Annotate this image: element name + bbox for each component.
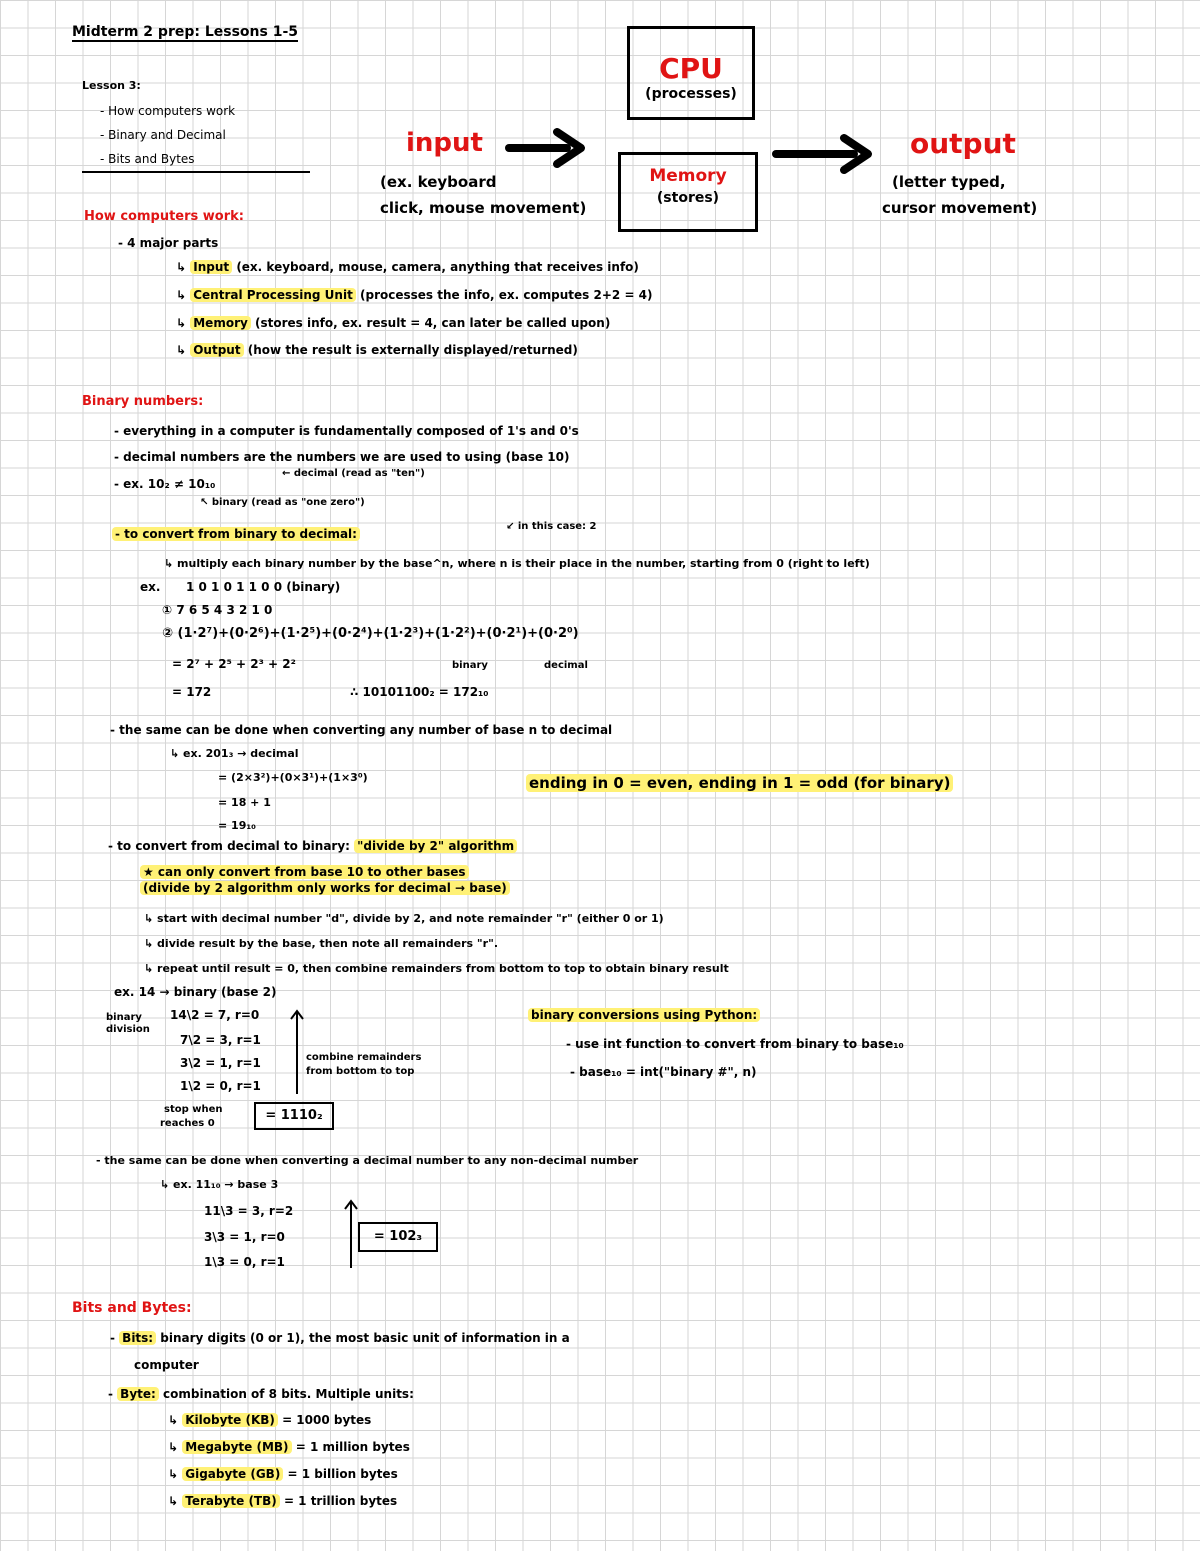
list-item: - everything in a computer is fundamentally composed of 1's and 0's [114,424,579,438]
highlight-term: Central Processing Unit [190,288,356,302]
annotation: ← decimal (read as "ten") [282,468,425,479]
list-item: - Byte: combination of 8 bits. Multiple units: [108,1387,414,1401]
list-item: ↳ Kilobyte (KB) = 1000 bytes [168,1413,372,1427]
highlight-term: ★ can only convert from base 10 to other bases [140,865,469,879]
list-item: ↳ Memory (stores info, ex. result = 4, can later be called upon) [176,316,611,330]
example-value: ② (1·2⁷)+(0·2⁶)+(1·2⁵)+(0·2⁴)+(1·2³)+(1·2²)+(0·2¹)+(0·2⁰) [162,626,579,641]
list-item-text: combination of 8 bits. Multiple units: [163,1387,414,1401]
highlight-term: Input [190,260,232,274]
annotation: division [106,1024,150,1035]
division-row: 7\2 = 3, r=1 [180,1033,261,1047]
annotation: ↖ binary (read as "one zero") [200,497,365,508]
section-heading: Binary numbers: [82,394,204,409]
list-item: - the same can be done when converting any number of base n to decimal [110,723,613,737]
memory-desc: (stores) [656,190,720,206]
annotation: binary [106,1012,142,1023]
list-item: ↳ Gigabyte (GB) = 1 billion bytes [168,1467,398,1481]
highlight-term: Megabyte (MB) [182,1440,291,1454]
list-item-text: = 1 trillion bytes [283,1494,398,1508]
list-item: - the same can be done when converting a decimal number to any non-decimal number [96,1154,639,1167]
memory-box [618,152,758,232]
result-box [358,1222,438,1252]
list-item-text: (ex. keyboard, mouse, camera, anything that receives info) [236,260,639,274]
list-item: ↳ Terabyte (TB) = 1 trillion bytes [168,1494,398,1508]
list-item-text: binary digits (0 or 1), the most basic unit of information in a [160,1331,570,1345]
list-item [108,838,517,854]
highlight-term: Byte: [117,1387,159,1401]
arrow-right-icon [505,128,587,168]
section-heading: Bits and Bytes: [72,1300,192,1316]
list-item: - ex. 10₂ ≠ 10₁₀ [114,477,216,491]
example-label: ex. 14 → binary (base 2) [114,985,277,999]
input-title: input [406,128,483,158]
example-value: ↳ ex. 11₁₀ → base 3 [160,1178,279,1191]
list-item: ↳ Central Processing Unit (processes the info, ex. computes 2+2 = 4) [176,288,653,302]
memory-title: Memory [649,166,727,186]
highlight-note [526,773,953,793]
annotation: binary [452,660,488,671]
division-row: 1\2 = 0, r=1 [180,1079,261,1093]
list-item-text: (stores info, ex. result = 4, can later be called upon) [255,316,611,330]
cpu-title: CPU [659,52,723,85]
annotation: stop when [164,1104,223,1115]
highlight-term: Gigabyte (GB) [182,1467,283,1481]
list-item-text: (how the result is externally displayed/returned) [247,343,578,357]
list-item: - base₁₀ = int("binary #", n) [570,1065,757,1079]
highlight-term: Bits: [119,1331,156,1345]
cpu-desc: (processes) [645,86,737,102]
example-value: 1 0 1 0 1 1 0 0 (binary) [186,580,341,594]
highlight-term: - to convert from binary to decimal: [112,527,360,541]
division-row: 11\3 = 3, r=2 [204,1204,294,1218]
page-title: Midterm 2 prep: Lessons 1-5 [72,24,299,40]
output-title: output [910,127,1016,160]
list-intro: - 4 major parts [118,236,219,250]
list-item: ↳ Output (how the result is externally displayed/returned) [176,343,578,357]
list-item: - use int function to convert from binary to base₁₀ [566,1037,904,1051]
highlight-term: Terabyte (TB) [182,1494,280,1508]
list-item-text: = 1 billion bytes [287,1467,398,1481]
example-value: = 18 + 1 [218,796,271,809]
division-row: 3\3 = 1, r=0 [204,1230,285,1244]
example-label: ex. [140,580,161,594]
list-item-text: = 1 million bytes [295,1440,410,1454]
list-item-text: - to convert from decimal to binary: [108,839,350,853]
division-row: 1\3 = 0, r=1 [204,1255,285,1269]
example-value: = 172 [172,685,212,699]
topic-item: - Binary and Decimal [100,128,226,142]
example-value: ∴ 10101100₂ = 172₁₀ [350,685,489,699]
list-item: ↳ divide result by the base, then note all remainders "r". [144,937,498,950]
list-item-text: computer [134,1358,199,1372]
list-item: ↳ Input (ex. keyboard, mouse, camera, anything that receives info) [176,260,639,274]
example-value: = 19₁₀ [218,819,256,832]
highlight-term: binary conversions using Python: [528,1008,760,1022]
highlight-term: Memory [190,316,251,330]
list-item: ↳ multiply each binary number by the base^n, where n is their place in the number, starting from 0 (right to left) [164,557,870,570]
input-desc: (ex. keyboard [380,173,497,191]
highlight-term: Output [190,343,243,357]
result-value: = 102₃ [373,1229,423,1244]
cpu-box [627,26,755,120]
list-item: ↳ Megabyte (MB) = 1 million bytes [168,1440,410,1454]
example-value: ↳ ex. 201₃ → decimal [170,747,299,760]
topic-item: - Bits and Bytes [100,152,195,166]
list-item: ↳ start with decimal number "d", divide by 2, and note remainder "r" (either 0 or 1) [144,912,664,925]
arrow-up-icon [344,1198,358,1270]
result-value: = 1110₂ [265,1108,323,1123]
annotation: decimal [544,660,588,671]
highlight-term: "divide by 2" algorithm [354,839,517,853]
input-desc: click, mouse movement) [380,199,587,217]
list-item: - decimal numbers are the numbers we are used to using (base 10) [114,450,570,464]
subheading [112,526,360,542]
highlight-term: ending in 0 = even, ending in 1 = odd (for binary) [526,774,953,792]
annotation: reaches 0 [160,1118,215,1129]
lesson-label: Lesson 3: [82,79,141,92]
annotation: combine remainders [306,1052,422,1063]
arrow-up-icon [290,1008,304,1096]
list-item-text: (processes the info, ex. computes 2+2 = 4) [360,288,653,302]
topic-item: - How computers work [100,104,236,118]
highlight-note [140,881,510,896]
list-item: ↳ repeat until result = 0, then combine remainders from bottom to top to obtain binary result [144,962,729,975]
divider [82,171,310,173]
annotation: ↙ in this case: 2 [506,521,597,532]
highlight-term: Kilobyte (KB) [182,1413,278,1427]
example-value: = 2⁷ + 2⁵ + 2³ + 2² [172,657,296,671]
list-item: - Bits: binary digits (0 or 1), the most basic unit of information in a [110,1331,570,1345]
arrow-right-icon [772,134,876,174]
highlight-term: (divide by 2 algorithm only works for decimal → base) [140,881,510,895]
output-desc: (letter typed, [892,173,1006,191]
highlight-note [140,865,469,880]
annotation: from bottom to top [306,1066,415,1077]
output-desc: cursor movement) [882,199,1038,217]
section-heading: How computers work: [84,209,244,224]
example-value: = (2×3²)+(0×3¹)+(1×3⁰) [218,771,368,784]
result-box [254,1102,334,1130]
division-row: 14\2 = 7, r=0 [170,1008,260,1022]
example-value: ① 7 6 5 4 3 2 1 0 [162,603,273,617]
highlight-note [528,1007,760,1023]
list-item-text: = 1000 bytes [282,1413,372,1427]
division-row: 3\2 = 1, r=1 [180,1056,261,1070]
